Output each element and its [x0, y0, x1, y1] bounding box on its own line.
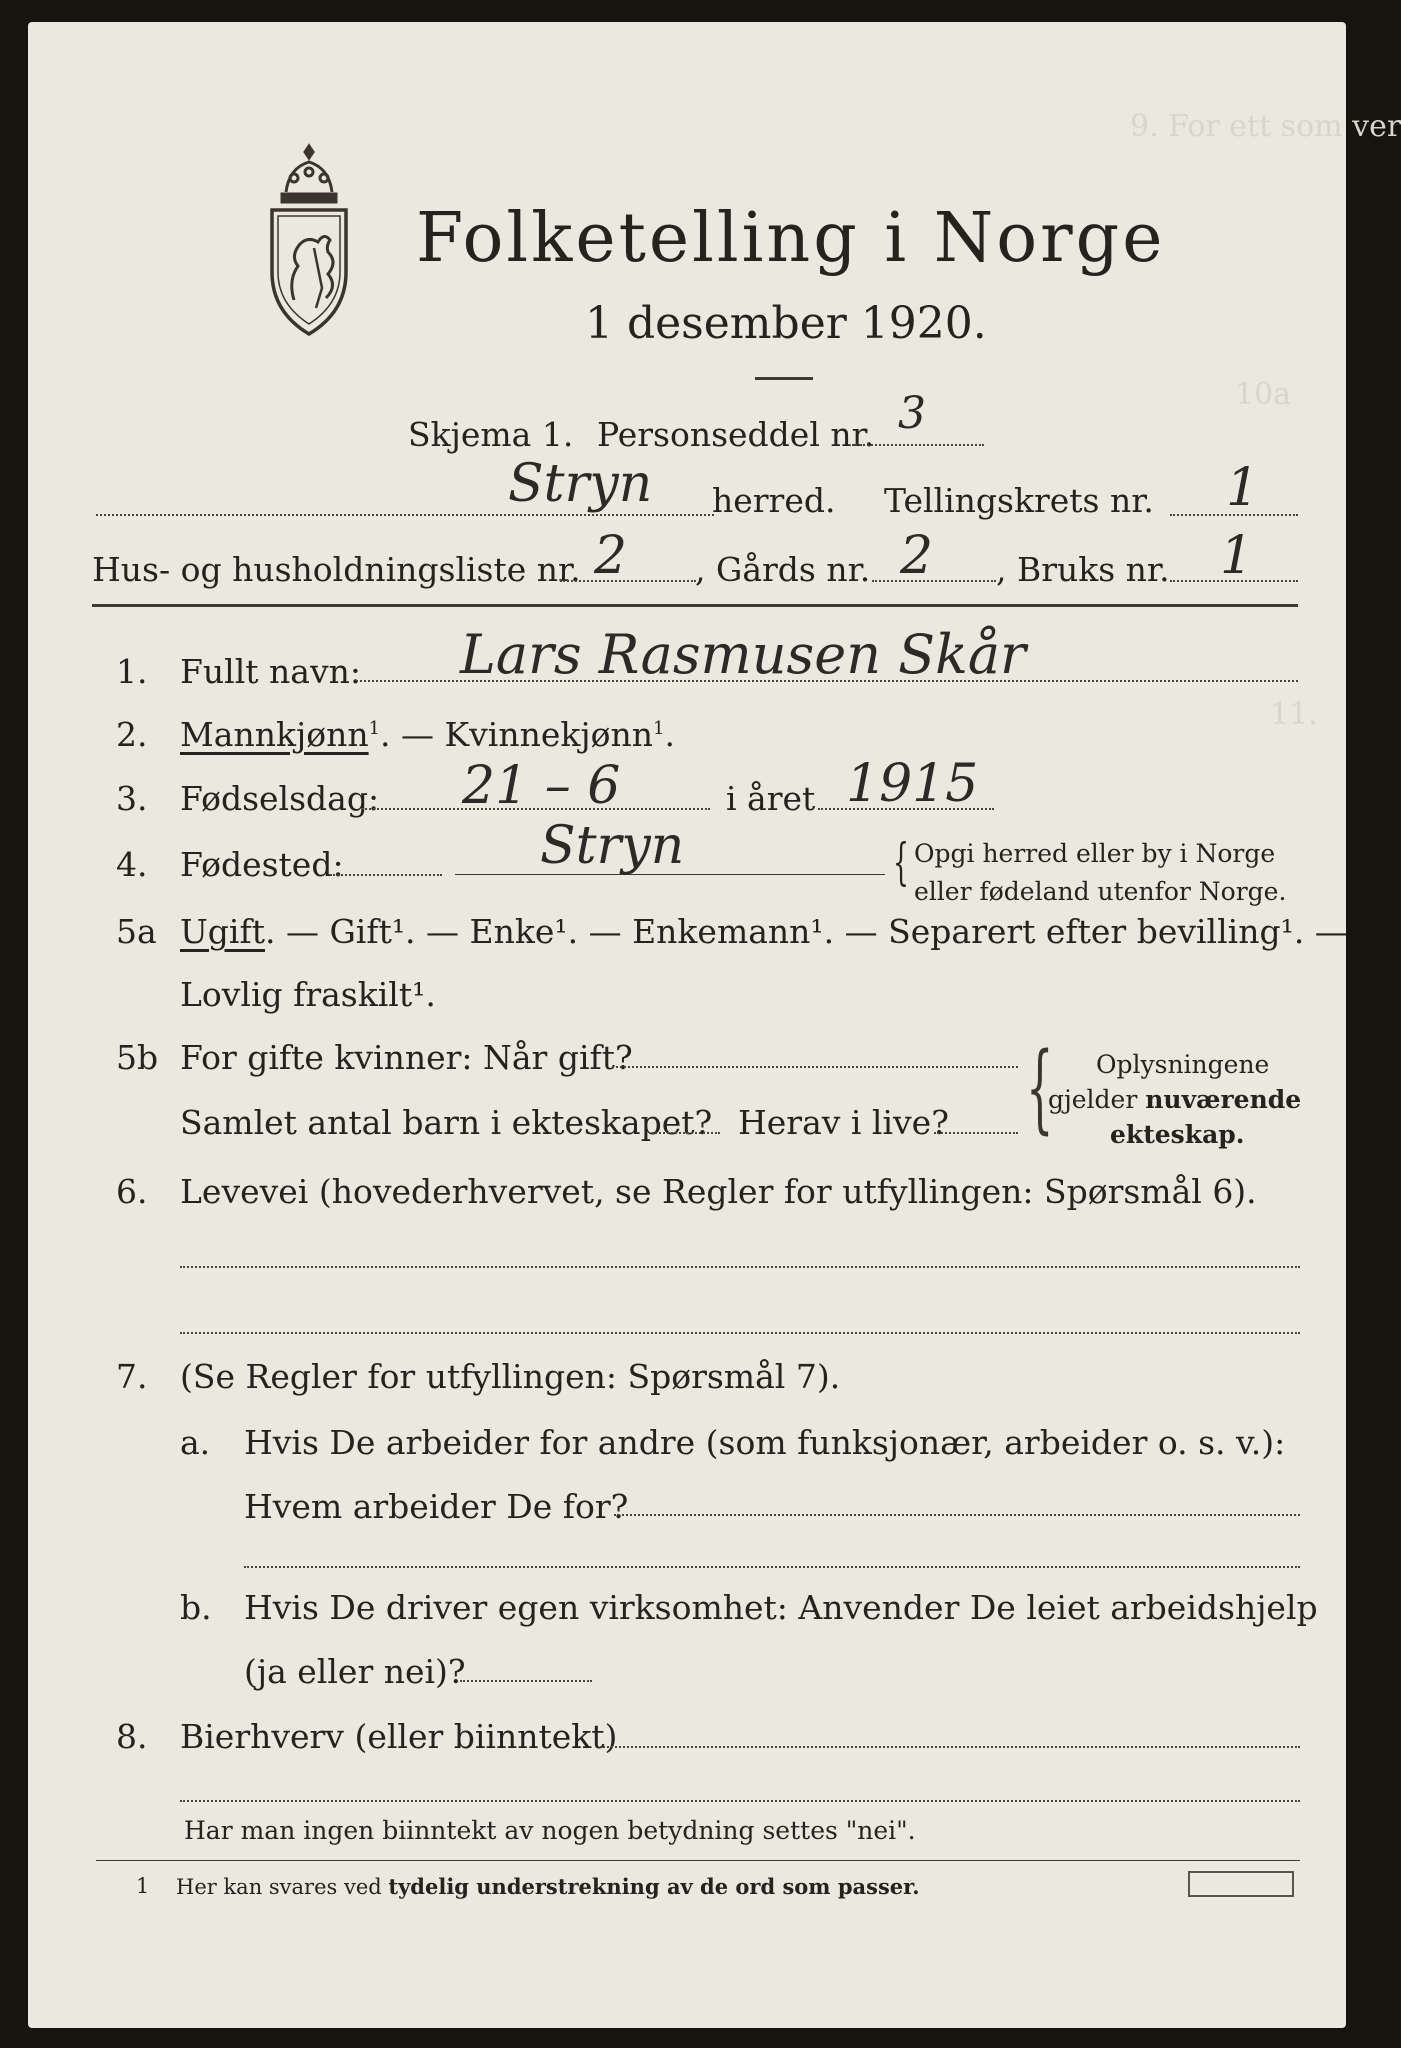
q7a-text2: Hvem arbeider De for?: [244, 1487, 629, 1526]
tellingskrets-label: Tellingskrets nr.: [884, 481, 1154, 520]
q7b-text2: (ja eller nei)?: [244, 1652, 466, 1691]
q8-line2: [180, 1800, 1300, 1802]
q5a-ugift-option: Ugift: [180, 912, 265, 951]
q3-value: 21 – 6: [462, 756, 621, 816]
q5b-number: 5b: [116, 1038, 159, 1077]
q5a-line2: Lovlig fraskilt¹.: [180, 975, 436, 1014]
tellingskrets-value: 1: [1226, 458, 1260, 518]
q5b-line2: [652, 1132, 720, 1134]
q8-label: Bierhverv (eller biinntekt): [180, 1717, 618, 1756]
q7-number: 7.: [116, 1357, 148, 1396]
q5b-label2: Samlet antal barn i ekteskapet?: [180, 1103, 713, 1142]
q5a-line: [180, 912, 1348, 951]
gards-label: , Gårds nr.: [695, 550, 871, 589]
q3-label: Fødselsdag:: [180, 779, 380, 818]
q5b-note-bold: nuværende: [1145, 1085, 1302, 1114]
q1-label: Fullt navn:: [180, 652, 361, 691]
q4-brace: {: [893, 833, 909, 891]
bleed-through-text: 11.: [1270, 697, 1318, 732]
bottom-note: Har man ingen biinntekt av nogen betydning settes "nei".: [184, 1816, 916, 1845]
q7b-line: [460, 1680, 592, 1682]
q5b-brace: {: [1026, 1032, 1054, 1144]
q1-value: Lars Rasmusen Skår: [460, 623, 1026, 686]
q4-note-line2: eller fødeland utenfor Norge.: [914, 877, 1287, 906]
q5b-note-line3: ekteskap.: [1110, 1120, 1245, 1149]
q7a-line2: [244, 1566, 1300, 1568]
q8-number: 8.: [116, 1717, 148, 1756]
q5b-line1: [612, 1066, 1018, 1068]
q3-year-value: 1915: [846, 754, 979, 814]
personseddel-line: [852, 444, 984, 446]
footnote-text: [176, 1876, 920, 1898]
gards-value: 2: [900, 526, 934, 586]
q7a-letter: a.: [180, 1423, 211, 1462]
q7a-line1: [614, 1514, 1300, 1516]
husliste-label: Hus- og husholdningsliste nr.: [92, 550, 581, 589]
q4-value: Stryn: [540, 816, 685, 876]
q7b-letter: b.: [180, 1588, 212, 1627]
q6-line2: [180, 1332, 1300, 1334]
skjema-label: Skjema 1.: [408, 415, 574, 454]
q7-label: (Se Regler for utfyllingen: Spørsmål 7).: [180, 1357, 841, 1396]
husliste-line: [560, 580, 696, 582]
herred-label: herred.: [712, 481, 836, 520]
q6-number: 6.: [116, 1172, 148, 1211]
printer-stamp: [1188, 1871, 1294, 1897]
q2-line: [180, 715, 675, 754]
q2-end: .: [664, 715, 675, 754]
footnote-text-bold: tydelig understrekning av de ord som passer.: [388, 1874, 920, 1899]
personseddel-value: 3: [898, 388, 926, 439]
coat-of-arms-icon: [264, 140, 354, 342]
q7b-text: Hvis De driver egen virksomhet: Anvender De leiet arbeidshjelp: [244, 1588, 1318, 1627]
q5b-note-gjelder: gjelder: [1048, 1085, 1146, 1114]
footnote-text-regular: Her kan svares ved: [176, 1875, 389, 1899]
personseddel-label: Personseddel nr.: [597, 415, 875, 454]
q6-line1: [180, 1266, 1300, 1268]
q4-note-line1: Opgi herred eller by i Norge: [914, 839, 1276, 868]
form-title: Folketelling i Norge: [416, 199, 1166, 278]
q5b-note-line2: [1048, 1087, 1301, 1112]
title-divider: [755, 377, 813, 380]
bruks-label: , Bruks nr.: [996, 550, 1170, 589]
q8-line1: [600, 1746, 1300, 1748]
footnote-divider: [96, 1860, 1300, 1861]
q4-line: [330, 874, 442, 876]
form-date: 1 desember 1920.: [585, 298, 987, 349]
q2-footnote-mark: 1: [368, 718, 381, 739]
bleed-through-text: 9. For ett som ver: [1130, 109, 1401, 144]
herred-value: Stryn: [508, 454, 653, 514]
q3-number: 3.: [116, 779, 148, 818]
husliste-value: 2: [594, 526, 628, 586]
q5a-number: 5a: [116, 912, 157, 951]
q4-label: Fødested:: [180, 845, 344, 884]
q5b-label3: Herav i live?: [738, 1103, 949, 1142]
q5a-other-options: . — Gift¹. — Enke¹. — Enkemann¹. — Separert efter bevilling¹. —: [264, 912, 1348, 951]
q6-label: Levevei (hovederhvervet, se Regler for utfyllingen: Spørsmål 6).: [180, 1172, 1257, 1211]
bleed-through-text: 10a: [1235, 377, 1292, 412]
q5b-note-line1: Oplysningene: [1096, 1050, 1270, 1079]
header-divider: [92, 604, 1298, 607]
q2-female-option: . — Kvinnekjønn: [380, 715, 653, 754]
herred-line: [96, 514, 714, 516]
q5b-line3: [934, 1132, 1018, 1134]
q3-year-label: i året: [726, 779, 816, 818]
q2-number: 2.: [116, 715, 148, 754]
footnote-mark: 1: [136, 1874, 150, 1898]
bruks-value: 1: [1220, 526, 1254, 586]
q4-number: 4.: [116, 845, 148, 884]
q2-footnote-mark-2: 1: [653, 718, 665, 739]
q1-number: 1.: [116, 652, 148, 691]
gards-line: [872, 580, 996, 582]
q2-male-option: Mannkjønn: [180, 715, 369, 754]
q7a-text: Hvis De arbeider for andre (som funksjonær, arbeider o. s. v.):: [244, 1423, 1286, 1462]
q5b-label1: For gifte kvinner: Når gift?: [180, 1038, 633, 1077]
